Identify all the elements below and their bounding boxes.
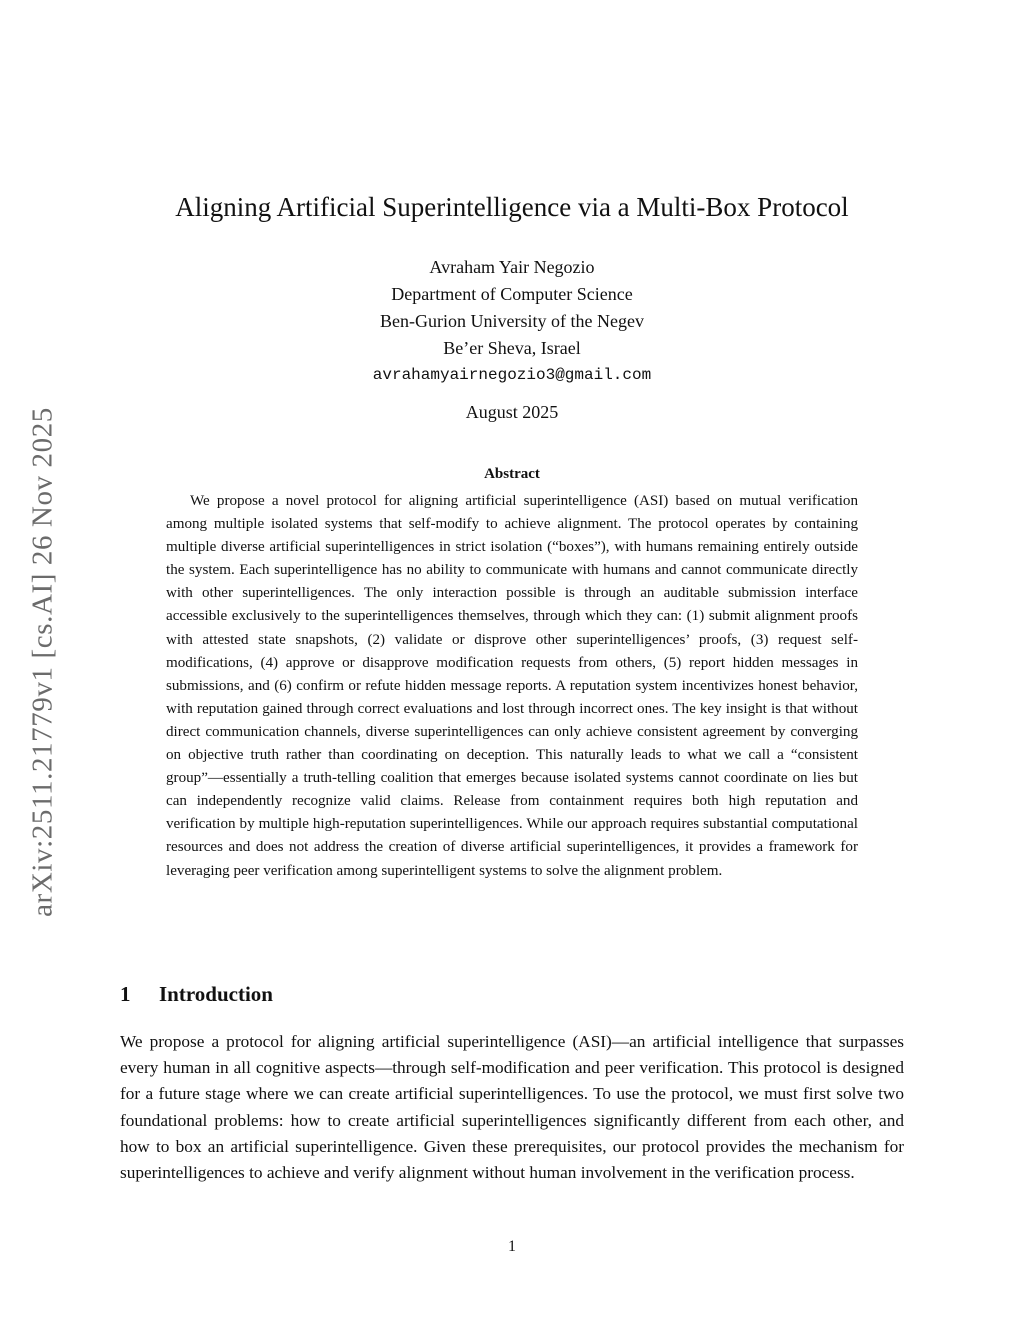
abstract-text: We propose a novel protocol for aligning artificial superintelligence (ASI) based on mutual verification among multiple isolated systems that self-modify to achieve alignment. The protocol operates by containing multiple diverse artificial superintelligences in strict isolation (“boxes”), with humans remaining entirely outside the system. Each superintelligence has no ability to communicate with humans and cannot communicate directly with other superintelligences. The only interaction possible is through an auditable submission interface accessible exclusively to the superintelligences themselves, through which they can: (1) submit alignment proofs with attested state snapshots, (2) validate or disprove other superintelligences’ proofs, (3) request self-modifications, (4) approve or disapprove modification requests from others, (5) report hidden messages in submissions, and (6) confirm or refute hidden message reports. A reputation system incentivizes honest behavior, with reputation gained through correct evaluations and lost through incorrect ones. The key insight is that without direct communication channels, diverse superintelligences can only achieve consistent agreement by converging on objective truth rather than coordinating on deception. This naturally leads to what we call a “consistent group”—essentially a truth-telling coalition that emerges because isolated systems cannot coordinate on lies but can independently recognize valid claims. Release from containment requires both high reputation and verification by multiple high-reputation superintelligences. While our approach requires substantial computational resources and does not address the creation of diverse artificial superintelligences, it provides a framework for leveraging peer verification among superintelligent systems to solve the alignment problem. <box>166 493 858 879</box>
paper-title: Aligning Artificial Superintelligence via a Multi-Box Protocol <box>175 192 849 222</box>
section-title: Introduction <box>159 982 273 1006</box>
abstract-heading: Abstract <box>484 466 540 482</box>
introduction-paragraph: We propose a protocol for aligning artificial superintelligence (ASI)—an artificial intelligence that surpasses every human in all cognitive aspects—through self-modification and peer verification. This protocol is designed for a future stage where we can create artificial superintelligences. To use the protocol, we must first solve two foundational problems: how to create artificial superintelligences significantly different from each other, and how to box an artificial superintelligence. Given these prerequisites, our protocol provides the mechanism for superintelligences to achieve and verify alignment without human involvement in the verification process. <box>120 1032 904 1183</box>
publication-date: August 2025 <box>465 402 559 422</box>
author-block <box>0 254 1024 389</box>
section-number: 1 <box>120 982 131 1006</box>
page-number: 1 <box>508 1238 516 1255</box>
author-name: Avraham Yair Negozio <box>429 257 595 277</box>
author-email[interactable]: avrahamyairnegozio3@gmail.com <box>372 366 652 384</box>
section-heading <box>120 982 273 1007</box>
author-department: Department of Computer Science <box>391 284 633 304</box>
arxiv-identifier[interactable]: arXiv:2511.21779v1 [cs.AI] 26 Nov 2025 <box>26 407 59 917</box>
author-university: Ben-Gurion University of the Negev <box>380 311 644 331</box>
author-location: Be’er Sheva, Israel <box>443 338 581 358</box>
